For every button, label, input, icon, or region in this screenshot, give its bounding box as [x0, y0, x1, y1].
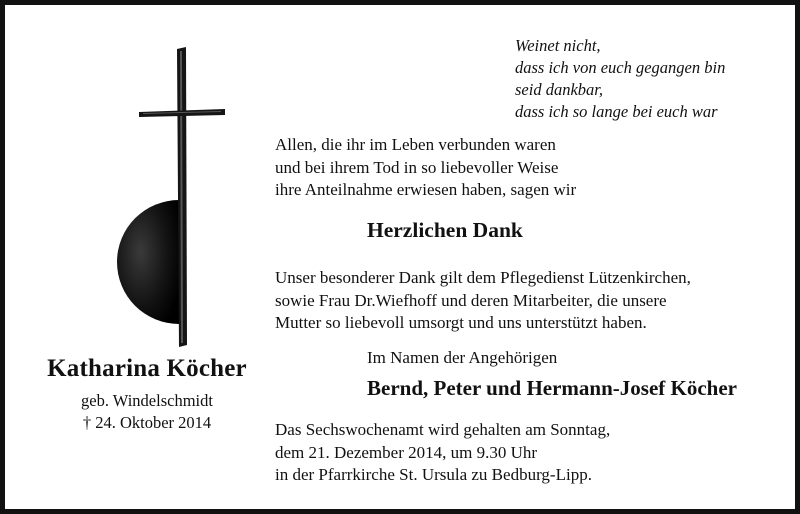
- poem-line: dass ich so lange bei euch war: [515, 102, 718, 121]
- text-line: Allen, die ihr im Leben verbunden waren: [275, 135, 556, 154]
- poem-line: seid dankbar,: [515, 80, 603, 99]
- poem-line: Weinet nicht,: [515, 36, 601, 55]
- special-thanks-paragraph: [275, 267, 795, 335]
- service-paragraph: [275, 419, 795, 487]
- intro-paragraph: [275, 134, 795, 202]
- birth-name: geb. Windelschmidt: [81, 391, 213, 410]
- death-date: † 24. Oktober 2014: [82, 413, 212, 432]
- cross-and-sphere-icon: [53, 45, 263, 350]
- text-line: ihre Anteilnahme erwiesen haben, sagen wir: [275, 180, 577, 199]
- text-line: Mutter so liebevoll umsorgt und uns unterstützt haben.: [275, 313, 647, 332]
- thanks-heading: Herzlichen Dank: [367, 218, 523, 242]
- text-line: und bei ihrem Tod in so liebevoller Weise: [275, 157, 559, 177]
- poem-line: dass ich von euch gegangen bin: [515, 58, 726, 77]
- signers: Bernd, Peter und Hermann-Josef Köcher: [367, 376, 737, 400]
- text-line: Unser besonderer Dank gilt dem Pflegedienst Lützenkirchen,: [275, 268, 691, 287]
- deceased-name: Katharina Köcher: [47, 355, 247, 382]
- text-line: dem 21. Dezember 2014, um 9.30 Uhr: [275, 442, 538, 462]
- closing-line: Im Namen der Angehörigen: [367, 348, 558, 367]
- poem: [515, 35, 795, 123]
- text-line: Das Sechswochenamt wird gehalten am Sonntag,: [275, 420, 611, 439]
- text-line: sowie Frau Dr.Wiefhoff und deren Mitarbeiter, die unsere: [275, 290, 667, 310]
- text-line: in der Pfarrkirche St. Ursula zu Bedburg-Lipp.: [275, 465, 592, 484]
